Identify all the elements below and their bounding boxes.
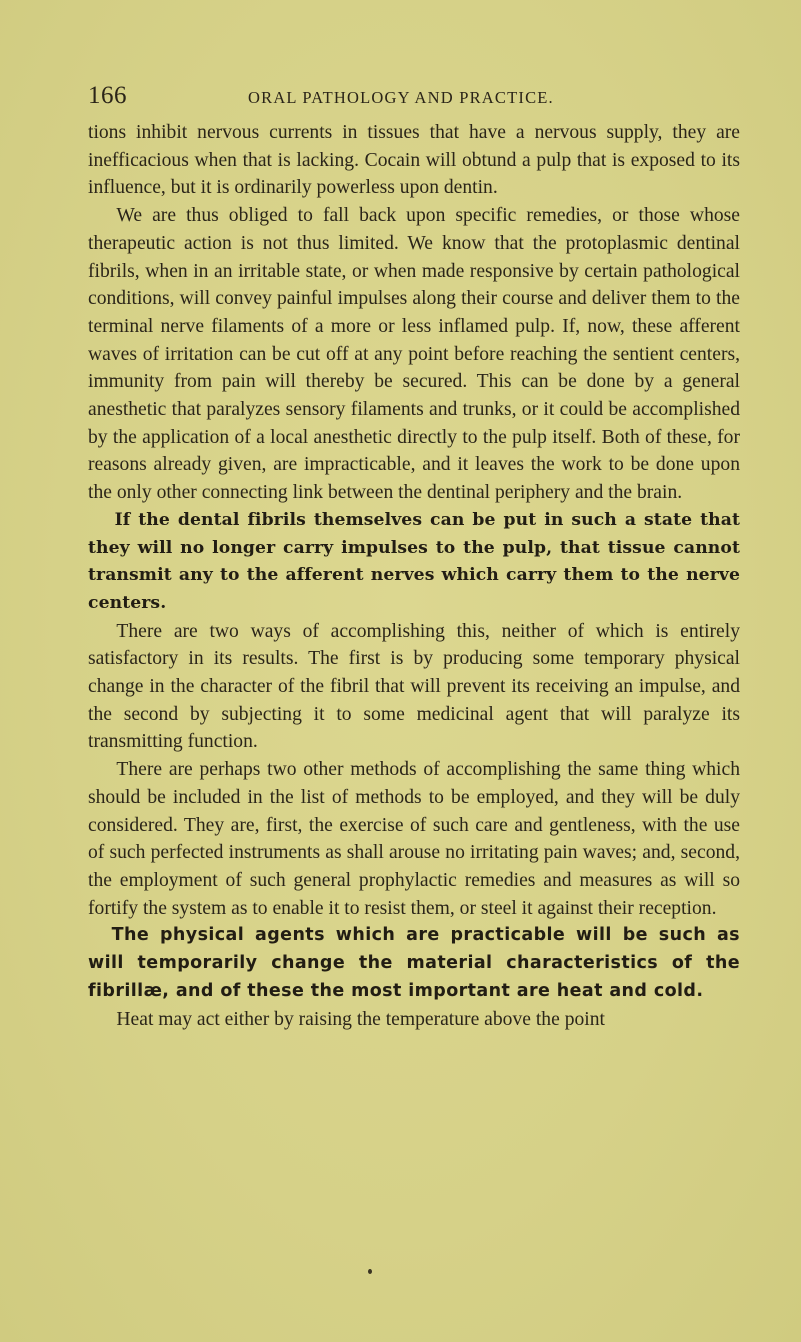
paragraph-heat: Heat may act either by raising the temperature above the point — [116, 1008, 605, 1030]
paragraph-emphasis-dental-fibrils: If the dental fibrils themselves can be put in such a state that they will no longer carry impulses to the pulp, that tissue cannot transmit any to the afferent nerves which carry them to the nerve centers. — [88, 509, 740, 613]
ink-speck — [368, 1269, 372, 1274]
paragraph-other-methods: There are perhaps two other methods of accomplishing the same thing which should be included in the list of methods to be employed, and they will be duly considered. They are, first, the exercise of such care and gentleness, with the use of such perfected instruments as shall arouse no irritating pain waves; and, second, the employment of such general prophylactic remedies and measures as will so fortify the system as to enable it to resist them, or steel it against their reception. — [88, 759, 740, 919]
page-header — [88, 82, 748, 112]
paragraph-specific-remedies: We are thus obliged to fall back upon specific remedies, or those whose therapeutic action is not thus limited. We know that the protoplasmic dentinal fibrils, when in an irritable state, or when made responsive by certain pathological conditions, will convey painful impulses along their course and deliver them to the terminal nerve filaments of a more or less inflamed pulp. If, now, these afferent waves of irritation can be cut off at any point before reaching the sentient centers, immunity from pain will thereby be secured. This can be done by a general anesthetic that paralyzes sensory filaments and trunks, or it could be accomplished by the application of a local anesthetic directly to the pulp itself. Both of these, for reasons already given, are impracticable, and it leaves the work to be done upon the only other connecting link between the dentinal periphery and the brain. — [88, 205, 740, 504]
paragraph-emphasis-physical-agents: The physical agents which are practicable will be such as will temporarily change the material characteristics of the fibrillæ, and of these the most important are heat and cold. — [88, 925, 740, 1001]
running-head: ORAL PATHOLOGY AND PRACTICE. — [248, 88, 554, 107]
page-number: 166 — [88, 82, 127, 109]
paragraph-continuation: tions inhibit nervous currents in tissues that have a nervous supply, they are inefficacious when that is lacking. Cocain will obtund a pulp that is exposed to its influence, but it is ordinarily powerless upon dentin. — [88, 122, 740, 199]
body-text — [88, 119, 740, 1033]
paragraph-two-ways: There are two ways of accomplishing this, neither of which is entirely satisfactory in its results. The first is by producing some temporary physical change in the character of the fibril that will prevent its receiving an impulse, and the second by subjecting it to some medicinal agent that will paralyze its transmitting function. — [88, 620, 740, 753]
